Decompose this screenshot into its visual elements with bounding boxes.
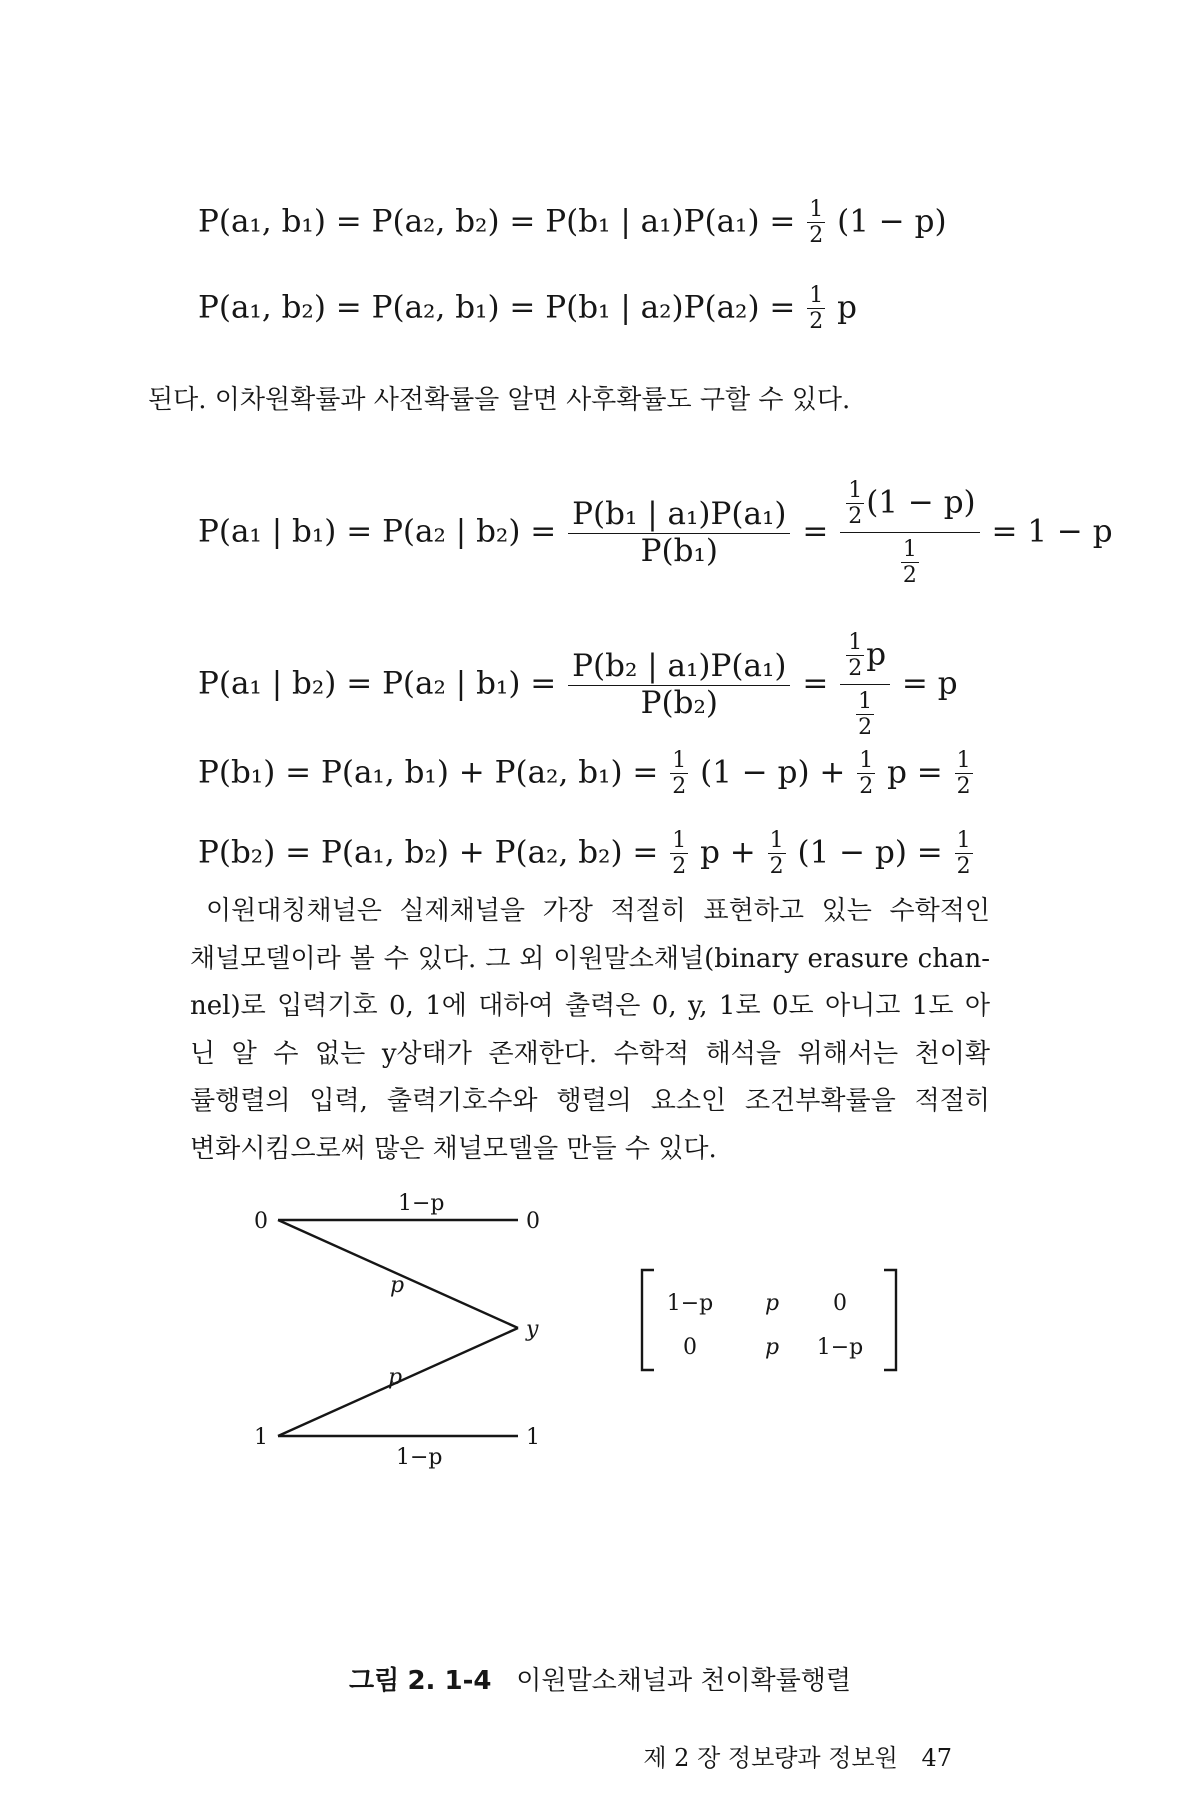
equation-lhs: P(a₁ | b₂) = P(a₂ | b₁) = (198, 665, 557, 702)
page-footer (643, 1738, 952, 1773)
matrix-cell: p (764, 1335, 780, 1360)
equation-posterior-1 (198, 478, 1113, 588)
figure-caption (0, 1660, 1200, 1697)
fraction: $\frac{1}{2}$ (848, 478, 863, 530)
compound-fraction: $\frac{1}{2}$ p $\frac{1}{2}$ (840, 630, 890, 740)
equation-lhs: P(a₁, b₁) = P(a₂, b₂) = P(b₁ | a₁)P(a₁) = (198, 203, 796, 240)
paragraph-line: 채널모델이라 볼 수 있다. 그 외 이원말소채널(binary erasure chan- (190, 943, 990, 974)
right-bracket (884, 1270, 896, 1370)
fraction-bayes: $\frac{\text{P(b₂ | a₁)P(a₁)}}{\text{P(b₂)}}$ (568, 649, 790, 721)
equation-marginal-2 (198, 828, 975, 880)
label-1-to-1: 1−p (396, 1445, 443, 1470)
equation-rhs: (1 − p) (837, 203, 947, 240)
compound-fraction: $\frac{1}{2}$ (1 − p) $\frac{1}{2}$ (840, 478, 979, 588)
fraction: $\frac{1}{2}$ (902, 536, 917, 588)
paragraph-line: nel)로 입력기호 0, 1에 대하여 출력은 0, y, 1로 0도 아니고 1도 아 (190, 991, 990, 1021)
chapter-title: 제 2 장 정보량과 정보원 (643, 1744, 898, 1772)
output-node-0: 0 (526, 1209, 540, 1234)
fraction-bayes: $\frac{\text{P(b₁ | a₁)P(a₁)}}{\text{P(b₁)}}$ (568, 497, 790, 569)
fraction: $\frac{1}{2}$ (956, 828, 971, 880)
equation-posterior-2 (198, 630, 958, 740)
fraction: $\frac{1}{2}$ (858, 688, 873, 740)
input-node-1: 1 (254, 1425, 268, 1450)
label-1-to-y: p (388, 1365, 403, 1390)
equation-joint-prob-1 (198, 197, 947, 249)
equation-lhs: P(b₁) = P(a₁, b₁) + P(a₂, b₁) = (198, 754, 659, 791)
equation-rhs: p (837, 289, 857, 326)
equation-term: (1 − p) = (797, 834, 943, 871)
label-0-to-y: p (390, 1273, 405, 1298)
equation-joint-prob-2 (198, 283, 857, 335)
paragraph-line: 닌 알 수 없는 y상태가 존재한다. 수학적 해석을 위해서는 천이확 (190, 1038, 990, 1069)
matrix-cell: 1−p (666, 1291, 714, 1316)
equation-term: p + (700, 834, 756, 871)
erasure-channel-diagram (248, 1182, 568, 1472)
fraction: $\frac{1}{2}$ (848, 630, 863, 682)
equation-term: (1 − p) + (700, 754, 846, 791)
fraction: $\frac{1}{2}$ (672, 748, 687, 800)
fraction: $\frac{1}{2}$ (809, 283, 824, 335)
equation-lhs: P(b₂) = P(a₁, b₂) + P(a₂, b₂) = (198, 834, 659, 871)
fraction: $\frac{1}{2}$ (859, 748, 874, 800)
equation-lhs: P(a₁, b₂) = P(a₂, b₁) = P(b₁ | a₂)P(a₂) = (198, 289, 796, 326)
body-paragraph (190, 888, 990, 1173)
equals-sign: = (802, 513, 829, 550)
figure-title: 이원말소채널과 천이확률행렬 (516, 1666, 852, 1696)
paragraph-line: 률행렬의 입력, 출력기호수와 행렬의 요소인 조건부확률을 적절히 (190, 1086, 990, 1116)
fraction: $\frac{1}{2}$ (672, 828, 687, 880)
matrix-cell: p (764, 1291, 780, 1316)
label-0-to-0: 1−p (398, 1191, 445, 1216)
figure-label: 그림 (348, 1666, 400, 1696)
fraction: $\frac{1}{2}$ (956, 748, 971, 800)
equals-sign: = (802, 665, 829, 702)
fraction: $\frac{1}{2}$ (769, 828, 784, 880)
paragraph-line: 이원대칭채널은 실제채널을 가장 적절히 표현하고 있는 수학적인 (206, 896, 990, 926)
matrix-cell: 0 (683, 1335, 697, 1360)
equation-result: = p (901, 665, 958, 702)
equation-lhs: P(a₁ | b₁) = P(a₂ | b₂) = (198, 513, 557, 550)
matrix-cell: 1−p (816, 1335, 864, 1360)
sentence-posterior-intro: 된다. 이차원확률과 사전확률을 알면 사후확률도 구할 수 있다. (148, 385, 851, 415)
page-number: 47 (921, 1744, 952, 1772)
equation-term: p = (887, 754, 943, 791)
matrix-cell: 0 (833, 1291, 847, 1316)
left-bracket (642, 1270, 654, 1370)
output-node-y: y (526, 1317, 539, 1342)
fraction: $\frac{1}{2}$ (809, 197, 824, 249)
figure-number: 2. 1-4 (407, 1666, 492, 1696)
equation-marginal-1 (198, 748, 975, 800)
output-node-1: 1 (526, 1425, 540, 1450)
transition-matrix (638, 1266, 900, 1374)
paragraph-line: 변화시킴으로써 많은 채널모델을 만들 수 있다. (190, 1133, 717, 1164)
equation-result: = 1 − p (991, 513, 1113, 550)
input-node-0: 0 (254, 1209, 268, 1234)
